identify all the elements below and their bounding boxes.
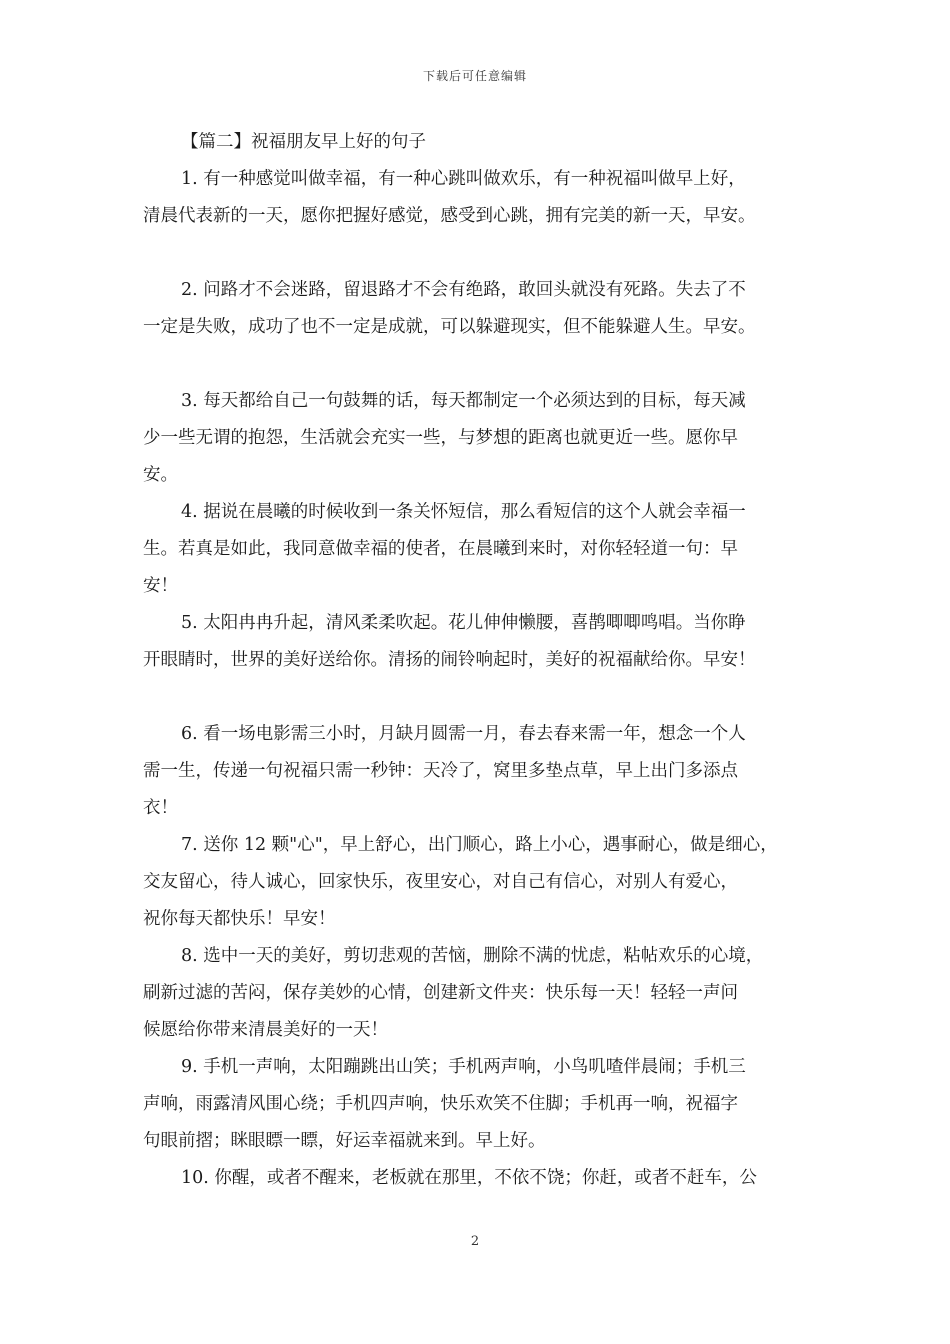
paragraph-line: 开眼睛时，世界的美好送给你。清扬的闹铃响起时，美好的祝福献给你。早安！ xyxy=(143,650,756,670)
paragraph-line: 候愿给你带来清晨美好的一天！ xyxy=(143,1020,388,1040)
paragraph-line: 需一生，传递一句祝福只需一秒钟：天冷了，窝里多垫点草，早上出门多添点 xyxy=(143,761,738,781)
paragraph-line: 4. 据说在晨曦的时候收到一条关怀短信，那么看短信的这个人就会幸福一 xyxy=(181,502,746,522)
paragraph-line: 1. 有一种感觉叫做幸福，有一种心跳叫做欢乐，有一种祝福叫做早上好， xyxy=(181,169,746,189)
paragraph-line: 9. 手机一声响，太阳蹦跳出山笑；手机两声响，小鸟叽喳伴晨闹；手机三 xyxy=(181,1057,746,1077)
paragraph-3 xyxy=(143,383,823,494)
paragraph-line: 句眼前摺；眯眼瞟一瞟，好运幸福就来到。早上好。 xyxy=(143,1131,546,1151)
paragraph-line: 交友留心，待人诚心，回家快乐，夜里安心，对自己有信心，对别人有爱心， xyxy=(143,872,738,892)
paragraph-line: 少一些无谓的抱怨，生活就会充实一些，与梦想的距离也就更近一些。愿你早 xyxy=(143,428,738,448)
paragraph-line: 安！ xyxy=(143,576,178,596)
page-header: 下载后可任意编辑 xyxy=(422,69,527,83)
section-title: 【篇二】祝福朋友早上好的句子 xyxy=(181,132,426,152)
paragraph-line: 刷新过滤的苦闷，保存美妙的心情，创建新文件夹：快乐每一天！轻轻一声问 xyxy=(143,983,738,1003)
paragraph-line: 安。 xyxy=(143,465,178,485)
paragraph-6 xyxy=(143,716,823,827)
paragraph-line: 生。若真是如此，我同意做幸福的使者，在晨曦到来时，对你轻轻道一句：早 xyxy=(143,539,738,559)
paragraph-line: 5. 太阳冉冉升起，清风柔柔吹起。花儿伸伸懒腰，喜鹊唧唧鸣唱。当你睁 xyxy=(181,613,746,633)
paragraph-line: 2. 问路才不会迷路，留退路才不会有绝路，敢回头就没有死路。失去了不 xyxy=(181,280,746,300)
paragraph-line: 7. 送你 12 颗"心"，早上舒心，出门顺心，路上小心，遇事耐心，做是细心， xyxy=(181,835,778,855)
paragraph-line: 10. 你醒，或者不醒来，老板就在那里，不依不饶；你赶，或者不赶车，公 xyxy=(181,1168,757,1188)
paragraph-7 xyxy=(143,827,823,938)
paragraph-spacer xyxy=(143,679,823,716)
paragraph-2 xyxy=(143,272,823,346)
document-body xyxy=(143,124,823,1197)
paragraph-spacer xyxy=(143,235,823,272)
paragraph-10 xyxy=(143,1160,823,1197)
paragraph-spacer xyxy=(143,346,823,383)
paragraph-5 xyxy=(143,605,823,679)
paragraph-line: 3. 每天都给自己一句鼓舞的话，每天都制定一个必须达到的目标，每天减 xyxy=(181,391,746,411)
paragraph-line: 一定是失败，成功了也不一定是成就，可以躲避现实，但不能躲避人生。早安。 xyxy=(143,317,756,337)
paragraph-line: 清晨代表新的一天，愿你把握好感觉，感受到心跳，拥有完美的新一天，早安。 xyxy=(143,206,756,226)
paragraph-1 xyxy=(143,161,823,235)
paragraph-line: 声响，雨露清风围心绕；手机四声响，快乐欢笑不住脚；手机再一响，祝福字 xyxy=(143,1094,738,1114)
paragraph-8 xyxy=(143,938,823,1049)
paragraph-4 xyxy=(143,494,823,605)
paragraph-line: 6. 看一场电影需三小时，月缺月圆需一月，春去春来需一年，想念一个人 xyxy=(181,724,746,744)
paragraph-9 xyxy=(143,1049,823,1160)
paragraph-line: 祝你每天都快乐！早安！ xyxy=(143,909,336,929)
paragraph-line: 衣！ xyxy=(143,798,178,818)
page-number: 2 xyxy=(470,1234,480,1249)
paragraph-line: 8. 选中一天的美好，剪切悲观的苦恼，删除不满的忧虑，粘帖欢乐的心境， xyxy=(181,946,764,966)
